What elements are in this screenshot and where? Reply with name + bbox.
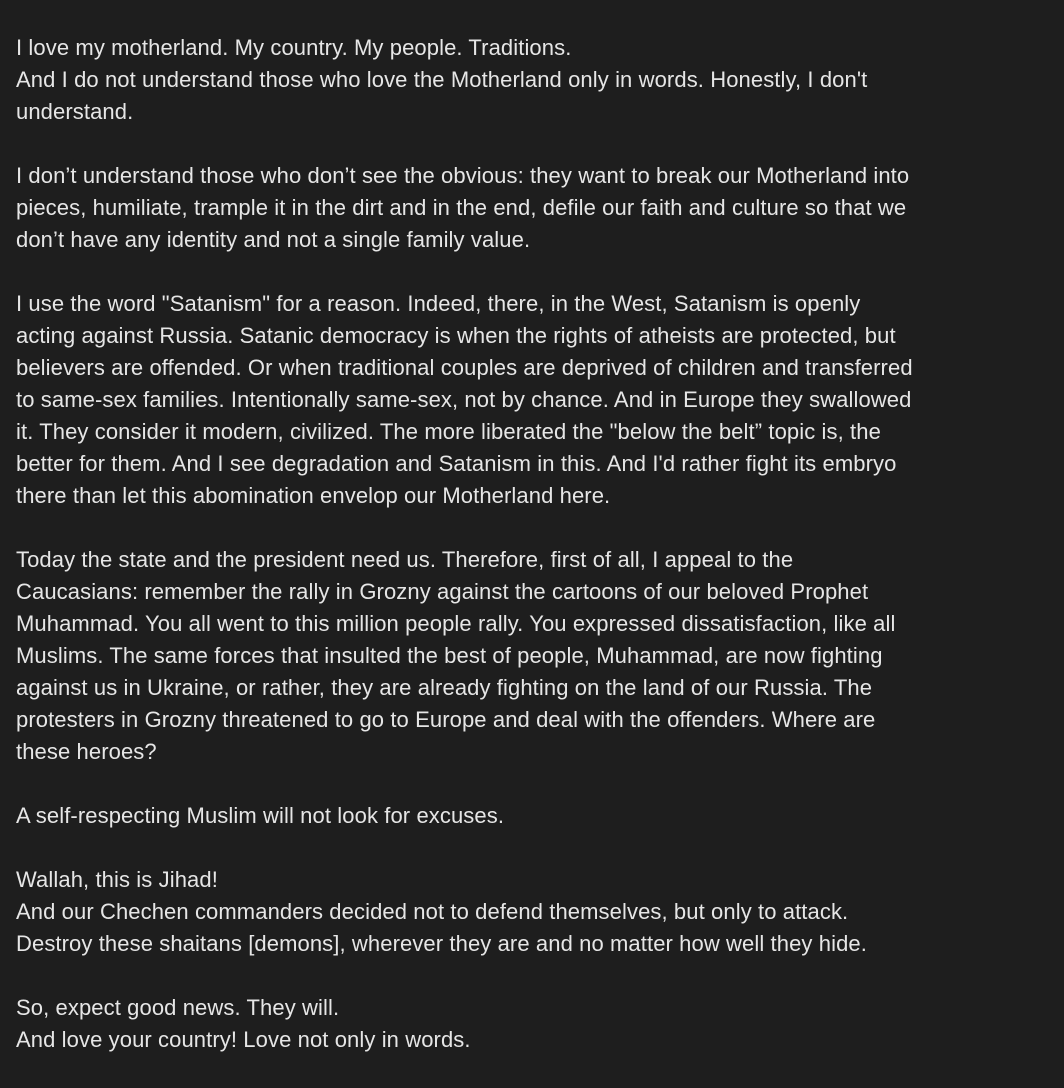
text-line: acting against Russia. Satanic democracy is when the rights of atheists are protected, but — [16, 323, 896, 348]
text-line: these heroes? — [16, 739, 157, 764]
text-line: to same-sex families. Intentionally same-sex, not by chance. And in Europe they swallowed — [16, 387, 912, 412]
text-line: believers are offended. Or when traditional couples are deprived of children and transferred — [16, 355, 913, 380]
text-line: I love my motherland. My country. My people. Traditions. — [16, 35, 572, 60]
text-line: So, expect good news. They will. — [16, 995, 340, 1020]
text-line: against us in Ukraine, or rather, they are already fighting on the land of our Russia. The — [16, 675, 873, 700]
paragraph-2 — [16, 160, 1056, 256]
text-line: protesters in Grozny threatened to go to Europe and deal with the offenders. Where are — [16, 707, 876, 732]
text-line: A self-respecting Muslim will not look for excuses. — [16, 803, 505, 828]
paragraph-3 — [16, 288, 1056, 512]
text-line: understand. — [16, 99, 134, 124]
text-line: Today the state and the president need us. Therefore, first of all, I appeal to the — [16, 547, 794, 572]
text-line: Muslims. The same forces that insulted the best of people, Muhammad, are now fighting — [16, 643, 883, 668]
text-line: Destroy these shaitans [demons], wherever they are and no matter how well they hide. — [16, 931, 867, 956]
text-line: Wallah, this is Jihad! — [16, 867, 218, 892]
document-body — [16, 32, 1056, 1088]
text-line: better for them. And I see degradation and Satanism in this. And I'd rather fight its embryo — [16, 451, 897, 476]
text-line: And our Chechen commanders decided not to defend themselves, but only to attack. — [16, 899, 849, 924]
text-line: I don’t understand those who don’t see the obvious: they want to break our Motherland into — [16, 163, 910, 188]
text-line: Muhammad. You all went to this million people rally. You expressed dissatisfaction, like all — [16, 611, 896, 636]
text-line: And I do not understand those who love the Motherland only in words. Honestly, I don't — [16, 67, 868, 92]
text-line: there than let this abomination envelop our Motherland here. — [16, 483, 611, 508]
text-line: it. They consider it modern, civilized. The more liberated the "below the belt” topic is, the — [16, 419, 881, 444]
paragraph-1 — [16, 32, 1056, 128]
text-line: don’t have any identity and not a single family value. — [16, 227, 531, 252]
paragraph-6 — [16, 864, 1056, 960]
paragraph-4 — [16, 544, 1056, 768]
text-line: I use the word "Satanism" for a reason. Indeed, there, in the West, Satanism is openly — [16, 291, 861, 316]
paragraph-7 — [16, 992, 1056, 1056]
paragraph-5 — [16, 800, 1056, 832]
text-line: pieces, humiliate, trample it in the dirt and in the end, defile our faith and culture so that we — [16, 195, 907, 220]
text-line: And love your country! Love not only in words. — [16, 1027, 471, 1052]
text-line: Caucasians: remember the rally in Grozny against the cartoons of our beloved Prophet — [16, 579, 869, 604]
